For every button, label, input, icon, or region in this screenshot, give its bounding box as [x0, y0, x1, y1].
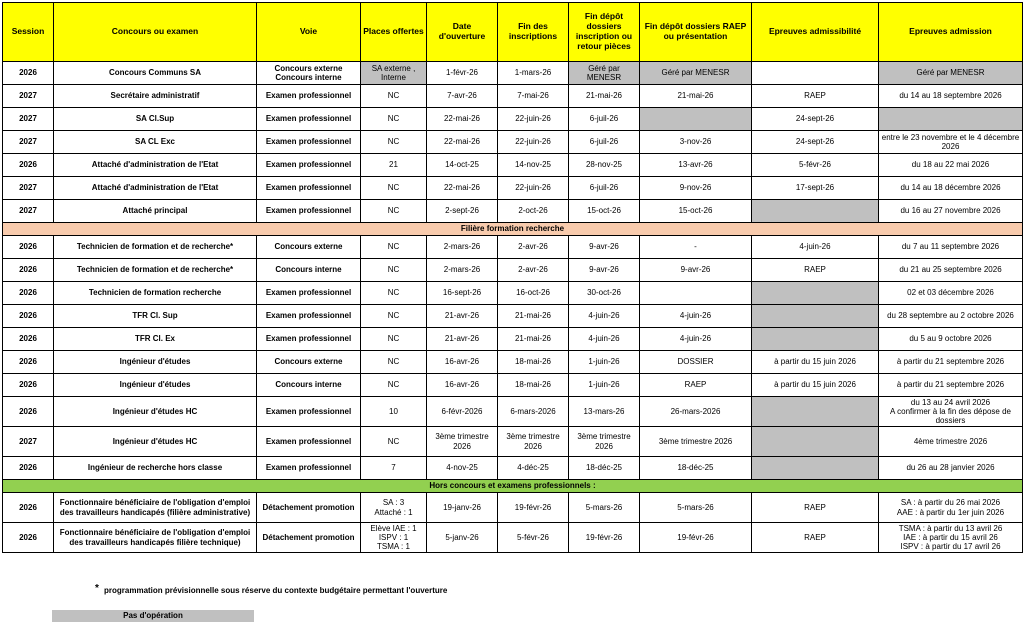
cell-admission: du 7 au 11 septembre 2026 — [879, 236, 1023, 259]
cell-session: 2026 — [3, 305, 54, 328]
cell-session: 2026 — [3, 259, 54, 282]
cell-voie: Détachement promotion — [257, 523, 361, 553]
cell-voie: Examen professionnel — [257, 131, 361, 154]
cell-admissibilite — [752, 427, 879, 457]
table-row — [3, 523, 1023, 553]
cell-admission: 4ème trimestre 2026 — [879, 427, 1023, 457]
cell-places: 10 — [361, 397, 427, 427]
table-row — [3, 305, 1023, 328]
cell-ouverture: 21-avr-26 — [427, 305, 498, 328]
cell-fin-inscriptions: 21-mai-26 — [498, 328, 569, 351]
cell-session: 2027 — [3, 200, 54, 223]
cell-fin-raep: 9-nov-26 — [640, 177, 752, 200]
schedule-table — [2, 2, 1023, 553]
cell-admissibilite: 5-févr-26 — [752, 154, 879, 177]
cell-places: NC — [361, 374, 427, 397]
cell-admission: 02 et 03 décembre 2026 — [879, 282, 1023, 305]
cell-places: 21 — [361, 154, 427, 177]
cell-admission: Géré par MENESR — [879, 62, 1023, 85]
cell-places: NC — [361, 282, 427, 305]
cell-session: 2027 — [3, 108, 54, 131]
cell-fin-depot: 1-juin-26 — [569, 351, 640, 374]
header-fin-depot: Fin dépôt dossiers inscription ou retour pièces — [569, 3, 640, 62]
cell-fin-depot: 1-juin-26 — [569, 374, 640, 397]
cell-session: 2027 — [3, 85, 54, 108]
cell-admissibilite — [752, 282, 879, 305]
table-row — [3, 427, 1023, 457]
cell-voie: Examen professionnel — [257, 108, 361, 131]
cell-concours: Fonctionnaire bénéficiaire de l'obligation d'emploi des travailleurs handicapés (filière administrative) — [54, 493, 257, 523]
cell-admissibilite — [752, 305, 879, 328]
cell-fin-depot: 3ème trimestre 2026 — [569, 427, 640, 457]
cell-fin-inscriptions: 22-juin-26 — [498, 108, 569, 131]
legend-no-operation: Pas d'opération — [52, 610, 254, 622]
header-places: Places offertes — [361, 3, 427, 62]
cell-fin-inscriptions: 3ème trimestre 2026 — [498, 427, 569, 457]
cell-ouverture: 4-nov-25 — [427, 457, 498, 480]
cell-session: 2026 — [3, 62, 54, 85]
cell-concours: Ingénieur d'études — [54, 374, 257, 397]
cell-places: NC — [361, 177, 427, 200]
table-row — [3, 328, 1023, 351]
cell-concours: SA CL Exc — [54, 131, 257, 154]
cell-ouverture: 22-mai-26 — [427, 177, 498, 200]
cell-session: 2026 — [3, 457, 54, 480]
cell-fin-depot: 4-juin-26 — [569, 328, 640, 351]
cell-admissibilite — [752, 397, 879, 427]
cell-places: SA externe , Interne — [361, 62, 427, 85]
cell-fin-depot: 5-mars-26 — [569, 493, 640, 523]
cell-admissibilite: 17-sept-26 — [752, 177, 879, 200]
cell-fin-raep: 26-mars-2026 — [640, 397, 752, 427]
cell-fin-raep: 3-nov-26 — [640, 131, 752, 154]
cell-voie: Concours externe — [257, 351, 361, 374]
cell-admission: du 28 septembre au 2 octobre 2026 — [879, 305, 1023, 328]
cell-admission: du 18 au 22 mai 2026 — [879, 154, 1023, 177]
cell-concours: Ingénieur d'études — [54, 351, 257, 374]
cell-voie: Examen professionnel — [257, 177, 361, 200]
cell-admission: du 26 au 28 janvier 2026 — [879, 457, 1023, 480]
table-row — [3, 259, 1023, 282]
cell-voie: Examen professionnel — [257, 328, 361, 351]
cell-ouverture: 22-mai-26 — [427, 108, 498, 131]
table-row — [3, 62, 1023, 85]
cell-ouverture: 16-avr-26 — [427, 374, 498, 397]
cell-concours: Fonctionnaire bénéficiaire de l'obligation d'emploi des travailleurs handicapés filière technique) — [54, 523, 257, 553]
cell-places: NC — [361, 259, 427, 282]
cell-fin-depot: Géré par MENESR — [569, 62, 640, 85]
cell-admissibilite — [752, 328, 879, 351]
cell-concours: Technicien de formation et de recherche* — [54, 259, 257, 282]
cell-ouverture: 16-sept-26 — [427, 282, 498, 305]
cell-fin-inscriptions: 2-oct-26 — [498, 200, 569, 223]
cell-fin-inscriptions: 22-juin-26 — [498, 177, 569, 200]
table-row — [3, 131, 1023, 154]
cell-admissibilite: RAEP — [752, 493, 879, 523]
cell-fin-depot: 21-mai-26 — [569, 85, 640, 108]
cell-places: NC — [361, 351, 427, 374]
cell-ouverture: 14-oct-25 — [427, 154, 498, 177]
cell-ouverture: 16-avr-26 — [427, 351, 498, 374]
cell-admissibilite: RAEP — [752, 85, 879, 108]
cell-fin-raep: DOSSIER — [640, 351, 752, 374]
cell-fin-raep: Géré par MENESR — [640, 62, 752, 85]
header-admission: Epreuves admission — [879, 3, 1023, 62]
cell-concours: Attaché d'administration de l'Etat — [54, 154, 257, 177]
cell-concours: TFR Cl. Sup — [54, 305, 257, 328]
table-row — [3, 397, 1023, 427]
cell-admission: du 14 au 18 décembre 2026 — [879, 177, 1023, 200]
cell-places: Elève IAE : 1 ISPV : 1 TSMA : 1 — [361, 523, 427, 553]
cell-admissibilite: 24-sept-26 — [752, 108, 879, 131]
cell-fin-inscriptions: 5-févr-26 — [498, 523, 569, 553]
cell-fin-raep: 3ème trimestre 2026 — [640, 427, 752, 457]
cell-fin-inscriptions: 18-mai-26 — [498, 374, 569, 397]
header-ouverture: Date d'ouverture — [427, 3, 498, 62]
header-concours: Concours ou examen — [54, 3, 257, 62]
table-row — [3, 108, 1023, 131]
cell-concours: TFR Cl. Ex — [54, 328, 257, 351]
cell-admissibilite — [752, 62, 879, 85]
cell-session: 2026 — [3, 236, 54, 259]
cell-concours: Ingénieur de recherche hors classe — [54, 457, 257, 480]
cell-places: NC — [361, 131, 427, 154]
cell-fin-inscriptions: 18-mai-26 — [498, 351, 569, 374]
cell-voie: Examen professionnel — [257, 154, 361, 177]
cell-voie: Examen professionnel — [257, 457, 361, 480]
cell-voie: Examen professionnel — [257, 85, 361, 108]
cell-voie: Examen professionnel — [257, 427, 361, 457]
cell-ouverture: 2-mars-26 — [427, 236, 498, 259]
cell-fin-inscriptions: 22-juin-26 — [498, 131, 569, 154]
section-row-recherche — [3, 223, 1023, 236]
cell-ouverture: 3ème trimestre 2026 — [427, 427, 498, 457]
cell-admission: du 13 au 24 avril 2026 A confirmer à la fin des dépose de dossiers — [879, 397, 1023, 427]
cell-fin-raep: 4-juin-26 — [640, 305, 752, 328]
cell-fin-depot: 4-juin-26 — [569, 305, 640, 328]
cell-voie: Détachement promotion — [257, 493, 361, 523]
cell-fin-inscriptions: 21-mai-26 — [498, 305, 569, 328]
header-voie: Voie — [257, 3, 361, 62]
cell-session: 2026 — [3, 374, 54, 397]
cell-concours: Attaché principal — [54, 200, 257, 223]
cell-session: 2026 — [3, 154, 54, 177]
header-row — [3, 3, 1023, 62]
section-title-hors: Hors concours et examens professionnels : — [3, 480, 1023, 493]
table-row — [3, 200, 1023, 223]
cell-places: NC — [361, 200, 427, 223]
cell-admission: SA : à partir du 26 mai 2026 AAE : à partir du 1er juin 2026 — [879, 493, 1023, 523]
cell-fin-raep: 13-avr-26 — [640, 154, 752, 177]
cell-voie: Examen professionnel — [257, 397, 361, 427]
cell-admissibilite — [752, 457, 879, 480]
cell-voie: Concours externe Concours interne — [257, 62, 361, 85]
cell-session: 2026 — [3, 523, 54, 553]
cell-fin-raep: 15-oct-26 — [640, 200, 752, 223]
cell-admissibilite: RAEP — [752, 259, 879, 282]
cell-session: 2027 — [3, 131, 54, 154]
cell-fin-raep: - — [640, 236, 752, 259]
cell-fin-inscriptions: 7-mai-26 — [498, 85, 569, 108]
cell-fin-depot: 15-oct-26 — [569, 200, 640, 223]
cell-ouverture: 2-mars-26 — [427, 259, 498, 282]
footnote-star: * — [95, 583, 99, 594]
cell-fin-raep: 9-avr-26 — [640, 259, 752, 282]
cell-places: SA : 3 Attaché : 1 — [361, 493, 427, 523]
cell-admission: à partir du 21 septembre 2026 — [879, 351, 1023, 374]
cell-session: 2027 — [3, 177, 54, 200]
cell-admissibilite: RAEP — [752, 523, 879, 553]
cell-fin-raep: 18-déc-25 — [640, 457, 752, 480]
cell-fin-inscriptions: 1-mars-26 — [498, 62, 569, 85]
cell-admission: du 5 au 9 octobre 2026 — [879, 328, 1023, 351]
cell-concours: Ingénieur d'études HC — [54, 427, 257, 457]
cell-admissibilite: 24-sept-26 — [752, 131, 879, 154]
section-row-hors — [3, 480, 1023, 493]
cell-admissibilite: à partir du 15 juin 2026 — [752, 374, 879, 397]
table-row — [3, 85, 1023, 108]
cell-ouverture: 1-févr-26 — [427, 62, 498, 85]
cell-admission: entre le 23 novembre et le 4 décembre 2026 — [879, 131, 1023, 154]
cell-voie: Examen professionnel — [257, 200, 361, 223]
cell-fin-depot: 6-juil-26 — [569, 108, 640, 131]
cell-fin-depot: 9-avr-26 — [569, 236, 640, 259]
cell-ouverture: 22-mai-26 — [427, 131, 498, 154]
cell-fin-raep: RAEP — [640, 374, 752, 397]
cell-fin-inscriptions: 16-oct-26 — [498, 282, 569, 305]
cell-session: 2026 — [3, 397, 54, 427]
cell-fin-depot: 6-juil-26 — [569, 131, 640, 154]
cell-concours: Technicien de formation recherche — [54, 282, 257, 305]
cell-admission: du 21 au 25 septembre 2026 — [879, 259, 1023, 282]
cell-concours: Secrétaire administratif — [54, 85, 257, 108]
cell-admissibilite: à partir du 15 juin 2026 — [752, 351, 879, 374]
cell-admissibilite — [752, 200, 879, 223]
cell-places: NC — [361, 305, 427, 328]
table-row — [3, 177, 1023, 200]
header-admissibilite: Epreuves admissibilité — [752, 3, 879, 62]
cell-voie: Concours externe — [257, 236, 361, 259]
cell-admission: du 16 au 27 novembre 2026 — [879, 200, 1023, 223]
cell-fin-inscriptions: 6-mars-2026 — [498, 397, 569, 427]
cell-places: NC — [361, 328, 427, 351]
cell-session: 2026 — [3, 328, 54, 351]
cell-fin-raep: 19-févr-26 — [640, 523, 752, 553]
section-title-recherche: Filière formation recherche — [3, 223, 1023, 236]
header-fin-inscriptions: Fin des inscriptions — [498, 3, 569, 62]
cell-admission: du 14 au 18 septembre 2026 — [879, 85, 1023, 108]
footnote-text: programmation prévisionnelle sous réserve du contexte budgétaire permettant l'ouverture — [104, 586, 448, 595]
table-row — [3, 374, 1023, 397]
cell-ouverture: 2-sept-26 — [427, 200, 498, 223]
cell-session: 2027 — [3, 427, 54, 457]
cell-fin-depot: 30-oct-26 — [569, 282, 640, 305]
cell-fin-inscriptions: 14-nov-25 — [498, 154, 569, 177]
table-row — [3, 493, 1023, 523]
cell-ouverture: 21-avr-26 — [427, 328, 498, 351]
cell-ouverture: 5-janv-26 — [427, 523, 498, 553]
cell-fin-depot: 18-déc-25 — [569, 457, 640, 480]
cell-fin-inscriptions: 2-avr-26 — [498, 259, 569, 282]
cell-concours: Attaché d'administration de l'Etat — [54, 177, 257, 200]
table-row — [3, 236, 1023, 259]
cell-concours: Technicien de formation et de recherche* — [54, 236, 257, 259]
cell-places: NC — [361, 236, 427, 259]
table-row — [3, 351, 1023, 374]
cell-ouverture: 19-janv-26 — [427, 493, 498, 523]
cell-concours: Concours Communs SA — [54, 62, 257, 85]
table-row — [3, 457, 1023, 480]
cell-fin-raep — [640, 282, 752, 305]
cell-places: NC — [361, 108, 427, 131]
table-row — [3, 154, 1023, 177]
cell-ouverture: 7-avr-26 — [427, 85, 498, 108]
cell-fin-depot: 13-mars-26 — [569, 397, 640, 427]
cell-admission: TSMA : à partir du 13 avril 26 IAE : à partir du 15 avril 26 ISPV : à partir du 17 avril 26 — [879, 523, 1023, 553]
cell-admission — [879, 108, 1023, 131]
header-session: Session — [3, 3, 54, 62]
cell-session: 2026 — [3, 351, 54, 374]
cell-concours: SA Cl.Sup — [54, 108, 257, 131]
cell-fin-raep — [640, 108, 752, 131]
cell-ouverture: 6-févr-2026 — [427, 397, 498, 427]
cell-voie: Concours interne — [257, 259, 361, 282]
cell-fin-depot: 28-nov-25 — [569, 154, 640, 177]
cell-fin-inscriptions: 4-déc-25 — [498, 457, 569, 480]
cell-admissibilite: 4-juin-26 — [752, 236, 879, 259]
cell-fin-inscriptions: 19-févr-26 — [498, 493, 569, 523]
cell-fin-raep: 4-juin-26 — [640, 328, 752, 351]
cell-session: 2026 — [3, 282, 54, 305]
cell-fin-raep: 5-mars-26 — [640, 493, 752, 523]
cell-admission: à partir du 21 septembre 2026 — [879, 374, 1023, 397]
cell-places: NC — [361, 427, 427, 457]
cell-places: NC — [361, 85, 427, 108]
cell-concours: Ingénieur d'études HC — [54, 397, 257, 427]
cell-voie: Concours interne — [257, 374, 361, 397]
cell-fin-inscriptions: 2-avr-26 — [498, 236, 569, 259]
cell-voie: Examen professionnel — [257, 282, 361, 305]
cell-fin-depot: 19-févr-26 — [569, 523, 640, 553]
table-row — [3, 282, 1023, 305]
cell-fin-depot: 9-avr-26 — [569, 259, 640, 282]
cell-fin-raep: 21-mai-26 — [640, 85, 752, 108]
header-fin-raep: Fin dépôt dossiers RAEP ou présentation — [640, 3, 752, 62]
cell-fin-depot: 6-juil-26 — [569, 177, 640, 200]
cell-places: 7 — [361, 457, 427, 480]
cell-voie: Examen professionnel — [257, 305, 361, 328]
cell-session: 2026 — [3, 493, 54, 523]
